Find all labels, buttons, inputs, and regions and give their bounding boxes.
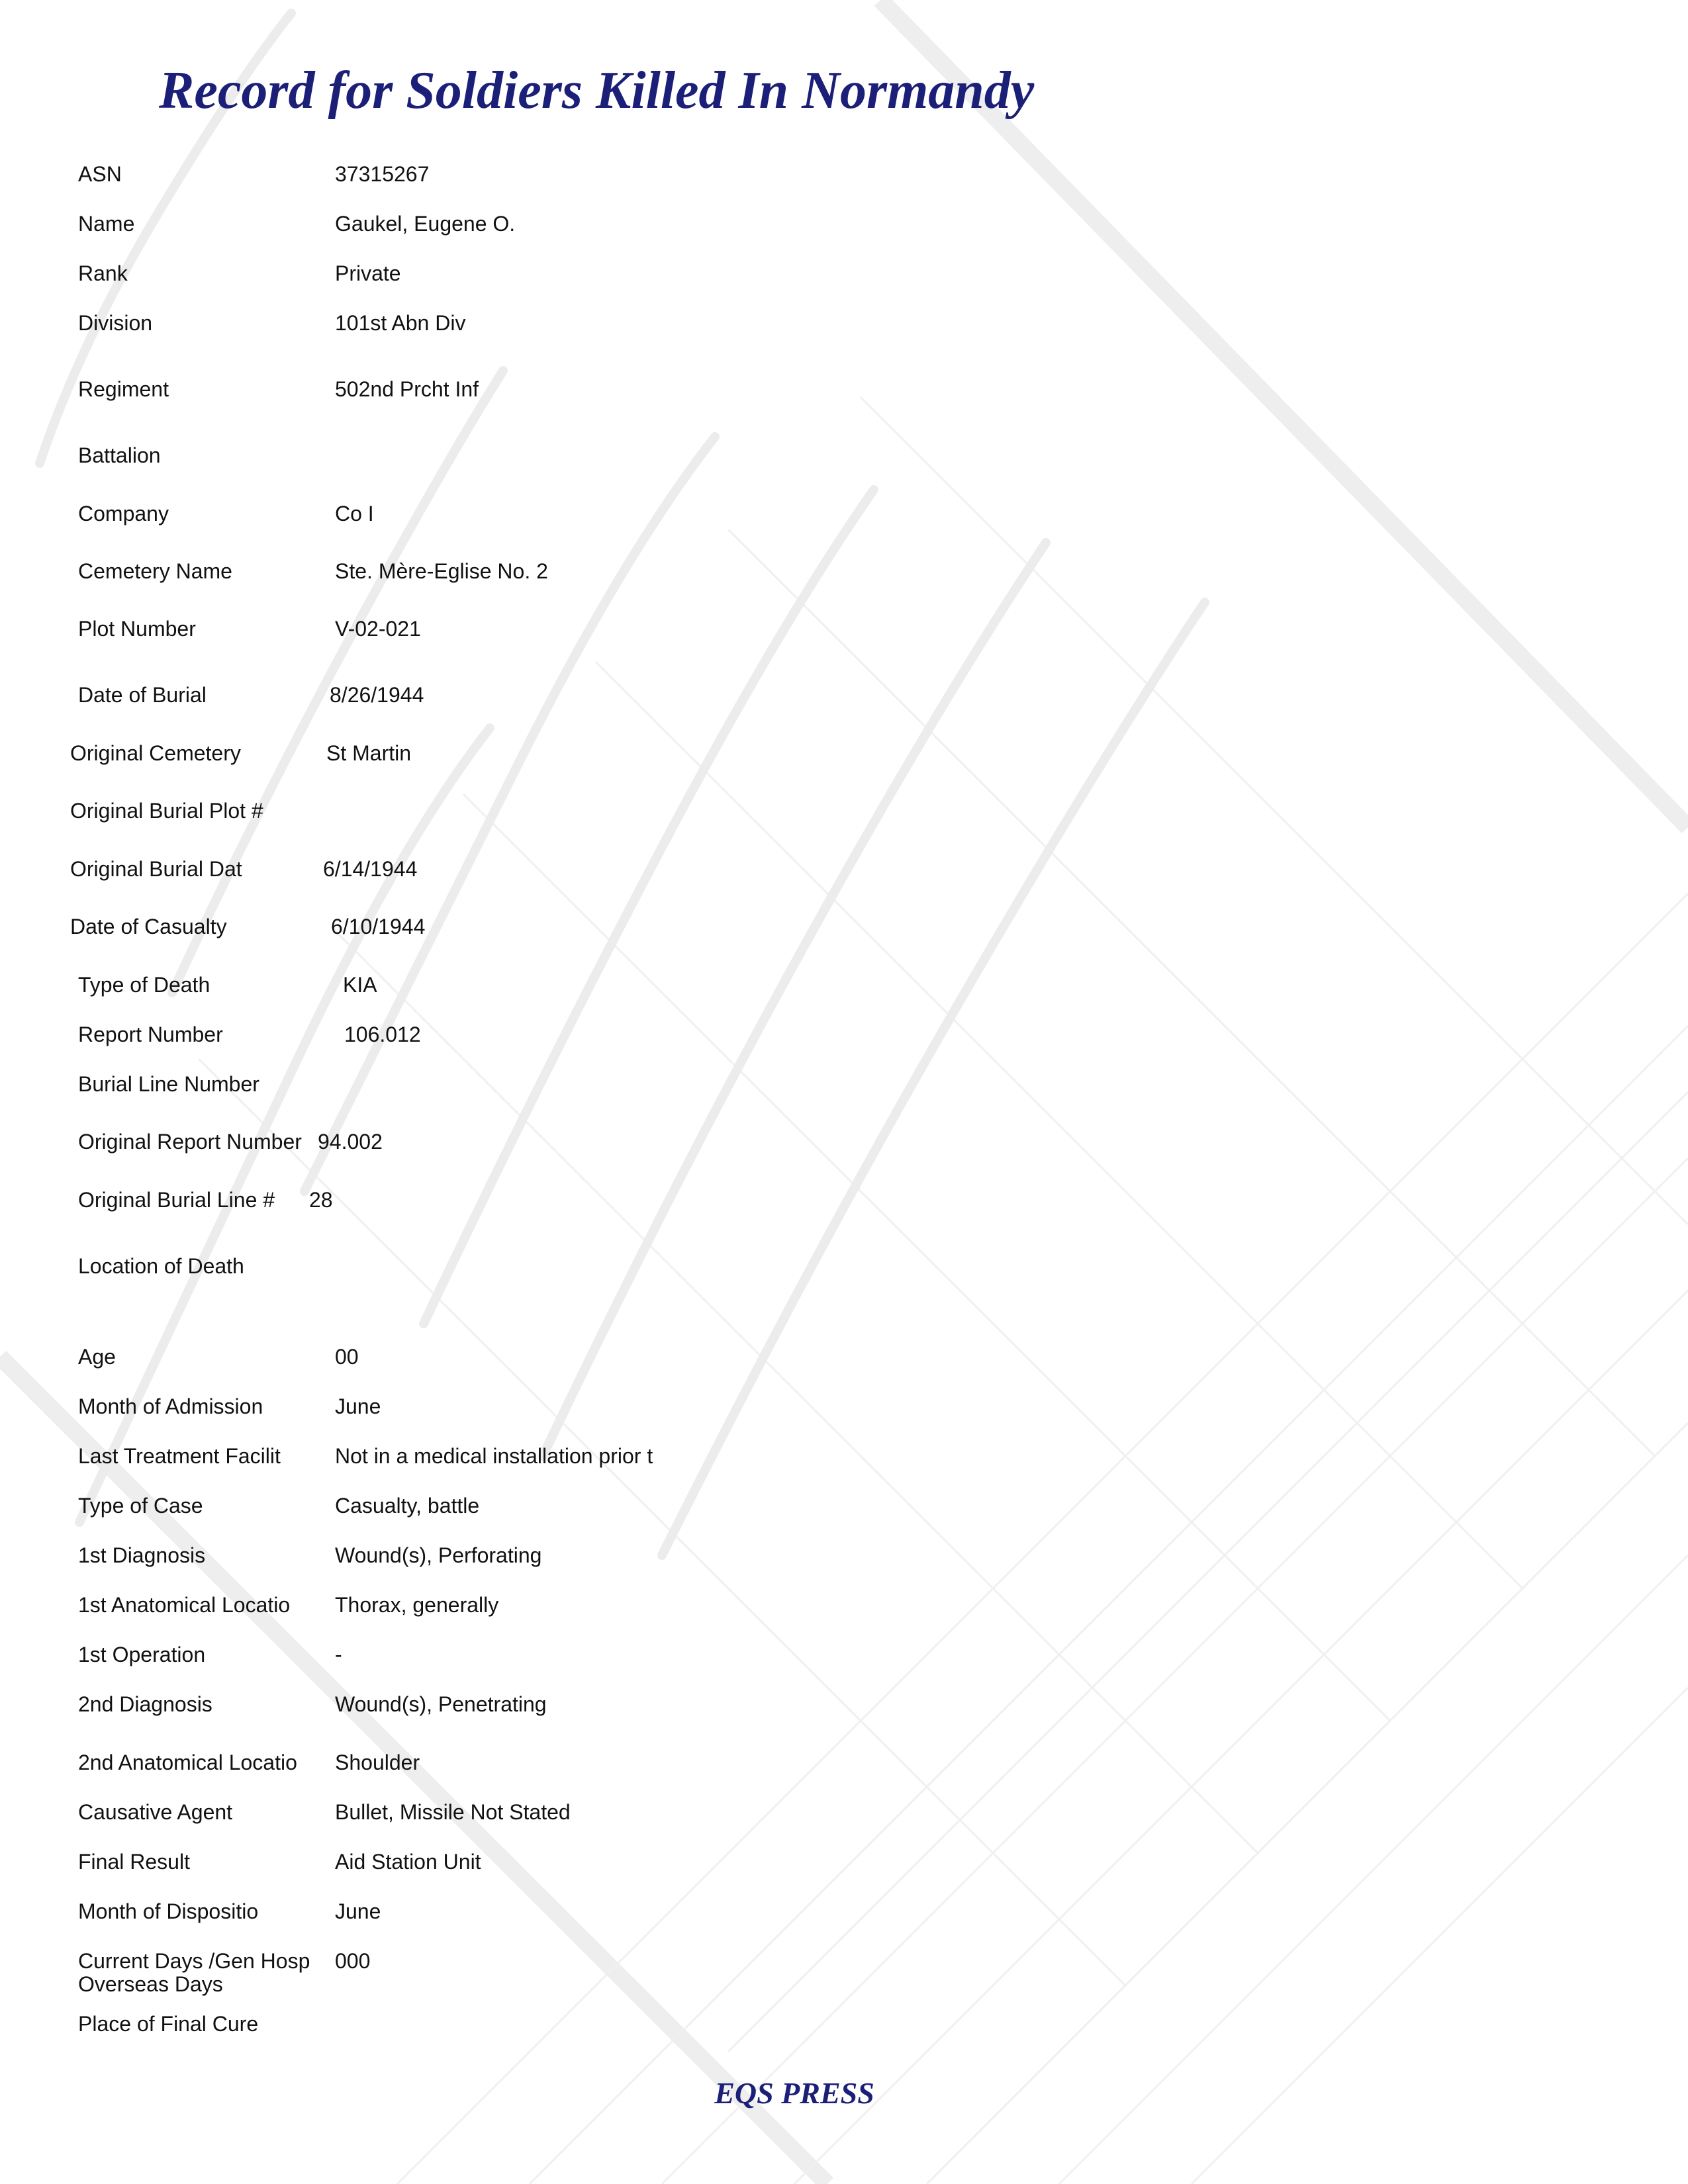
field-label-causative-agent: Causative Agent — [78, 1800, 233, 1824]
field-value-name: Gaukel, Eugene O. — [335, 212, 516, 236]
field-label-burial-line-number: Burial Line Number — [78, 1072, 259, 1096]
field-value-final-result: Aid Station Unit — [335, 1850, 481, 1874]
field-value-month-of-admission: June — [335, 1394, 381, 1418]
field-label-month-of-admission: Month of Admission — [78, 1394, 263, 1418]
field-label-month-of-disposition: Month of Dispositio — [78, 1899, 259, 1923]
field-label-cemetery-name: Cemetery Name — [78, 559, 232, 583]
field-label-original-burial-plot: Original Burial Plot # — [70, 799, 263, 823]
field-value-report-number: 106.012 — [344, 1023, 421, 1046]
field-value-company: Co I — [335, 502, 374, 525]
field-value-last-treatment-facility: Not in a medical installation prior t — [335, 1444, 653, 1468]
field-label-company: Company — [78, 502, 169, 525]
field-value-1st-diagnosis: Wound(s), Perforating — [335, 1543, 542, 1567]
field-value-original-burial-date: 6/14/1944 — [323, 857, 418, 881]
field-label-location-of-death: Location of Death — [78, 1254, 244, 1278]
field-label-last-treatment-facility: Last Treatment Facilit — [78, 1444, 281, 1468]
field-label-report-number: Report Number — [78, 1023, 223, 1046]
field-value-type-of-case: Casualty, battle — [335, 1494, 480, 1518]
field-value-plot-number: V-02-021 — [335, 617, 421, 641]
field-value-original-report-number: 94.002 — [318, 1130, 383, 1154]
field-label-regiment: Regiment — [78, 377, 169, 401]
field-label-type-of-death: Type of Death — [78, 973, 211, 997]
field-label-rank: Rank — [78, 261, 128, 285]
field-label-current-days-gen-hosp: Current Days /Gen Hosp — [78, 1949, 310, 1973]
field-label-date-of-casualty: Date of Casualty — [70, 915, 227, 938]
field-value-type-of-death: KIA — [343, 973, 377, 997]
field-value-1st-anatomical-location: Thorax, generally — [335, 1593, 499, 1617]
field-value-current-days-gen-hosp: 000 — [335, 1949, 371, 1973]
field-value-date-of-casualty: 6/10/1944 — [331, 915, 426, 938]
field-label-overseas-days: Overseas Days — [78, 1972, 223, 1996]
page-title: Record for Soldiers Killed In Normandy — [159, 62, 1035, 120]
field-label-2nd-anatomical-location: 2nd Anatomical Locatio — [78, 1751, 297, 1774]
field-label-1st-anatomical-location: 1st Anatomical Locatio — [78, 1593, 291, 1617]
field-label-place-of-final-cure: Place of Final Cure — [78, 2012, 259, 2036]
field-label-final-result: Final Result — [78, 1850, 190, 1874]
field-value-1st-operation: - — [335, 1643, 342, 1666]
field-value-age: 00 — [335, 1345, 359, 1369]
field-value-rank: Private — [335, 261, 401, 285]
field-label-asn: ASN — [78, 162, 122, 186]
field-value-causative-agent: Bullet, Missile Not Stated — [335, 1800, 571, 1824]
field-label-original-burial-line: Original Burial Line # — [78, 1188, 275, 1212]
field-value-division: 101st Abn Div — [335, 311, 466, 335]
field-value-month-of-disposition: June — [335, 1899, 381, 1923]
field-value-regiment: 502nd Prcht Inf — [335, 377, 479, 401]
field-label-original-burial-date: Original Burial Dat — [70, 857, 242, 881]
field-label-type-of-case: Type of Case — [78, 1494, 203, 1518]
field-value-date-of-burial: 8/26/1944 — [330, 683, 424, 707]
field-value-2nd-diagnosis: Wound(s), Penetrating — [335, 1692, 547, 1716]
publisher-footer: EQS PRESS — [714, 2076, 874, 2110]
field-value-asn: 37315267 — [335, 162, 430, 186]
field-label-name: Name — [78, 212, 135, 236]
field-label-original-cemetery: Original Cemetery — [70, 741, 241, 765]
field-label-1st-diagnosis: 1st Diagnosis — [78, 1543, 206, 1567]
field-value-2nd-anatomical-location: Shoulder — [335, 1751, 420, 1774]
field-value-original-cemetery: St Martin — [326, 741, 412, 765]
field-label-division: Division — [78, 311, 153, 335]
field-value-cemetery-name: Ste. Mère-Eglise No. 2 — [335, 559, 548, 583]
field-label-1st-operation: 1st Operation — [78, 1643, 206, 1666]
field-label-battalion: Battalion — [78, 443, 161, 467]
field-label-date-of-burial: Date of Burial — [78, 683, 207, 707]
field-value-original-burial-line: 28 — [309, 1188, 333, 1212]
field-label-plot-number: Plot Number — [78, 617, 196, 641]
field-label-original-report-number: Original Report Number — [78, 1130, 302, 1154]
field-label-age: Age — [78, 1345, 116, 1369]
field-label-2nd-diagnosis: 2nd Diagnosis — [78, 1692, 212, 1716]
